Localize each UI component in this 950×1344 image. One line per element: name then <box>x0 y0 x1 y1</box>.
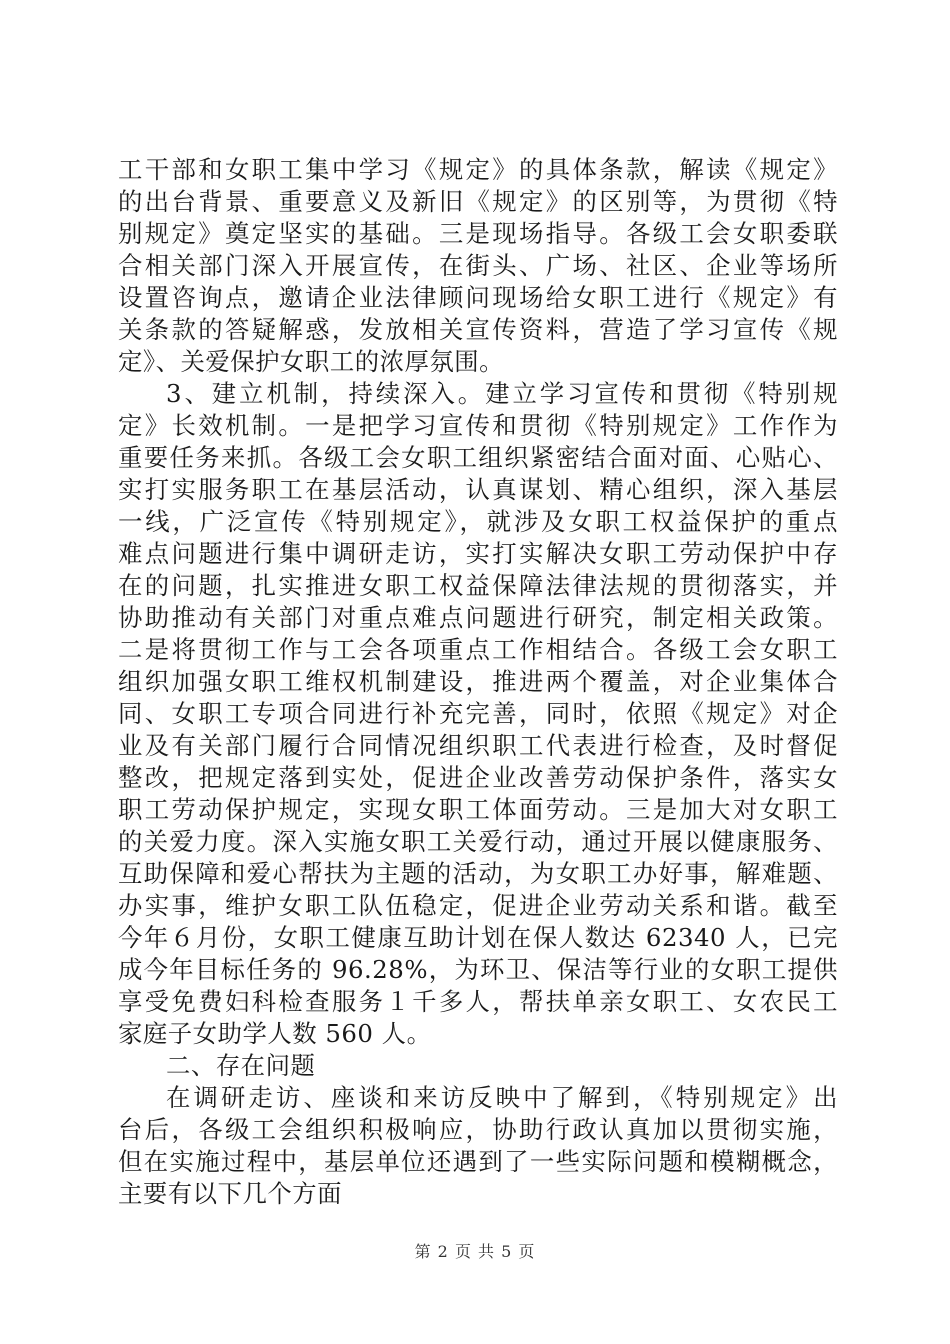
text-line: 工干部和女职工集中学习《规定》的具体条款，解读《规定》 <box>118 155 838 184</box>
text-line: 设置咨询点，邀请企业法律顾问现场给女职工进行《规定》有 <box>118 283 838 312</box>
text-line: 在调研走访、座谈和来访反映中了解到，《特别规定》出 <box>166 1083 838 1112</box>
text-line: 职工劳动保护规定，实现女职工体面劳动。三是加大对女职工 <box>118 795 838 824</box>
text-line: 组织加强女职工维权机制建设，推进两个覆盖，对企业集体合 <box>118 667 838 696</box>
text-line: 成今年目标任务的 96.28%，为环卫、保洁等行业的女职工提供 <box>118 955 838 984</box>
text-line: 重要任务来抓。各级工会女职工组织紧密结合面对面、心贴心、 <box>118 443 838 472</box>
text-line: 3、建立机制，持续深入。建立学习宣传和贯彻《特别规 <box>166 379 838 408</box>
text-line: 协助推动有关部门对重点难点问题进行研究，制定相关政策。 <box>118 603 838 632</box>
text-line: 定》、关爱保护女职工的浓厚氛围。 <box>118 347 505 376</box>
text-line: 难点问题进行集中调研走访，实打实解决女职工劳动保护中存 <box>118 539 838 568</box>
text-line: 关条款的答疑解惑，发放相关宣传资料，营造了学习宣传《规 <box>118 315 838 344</box>
text-line: 定》长效机制。一是把学习宣传和贯彻《特别规定》工作作为 <box>118 411 838 440</box>
text-line: 在的问题，扎实推进女职工权益保障法律法规的贯彻落实，并 <box>118 571 838 600</box>
text-line: 台后，各级工会组织积极响应，协助行政认真加以贯彻实施， <box>118 1115 838 1144</box>
text-line: 但在实施过程中，基层单位还遇到了一些实际问题和模糊概念， <box>118 1147 838 1176</box>
text-line: 同、女职工专项合同进行补充完善，同时，依照《规定》对企 <box>118 699 838 728</box>
text-line: 一线，广泛宣传《特别规定》，就涉及女职工权益保护的重点 <box>118 507 838 536</box>
text-line: 的出台背景、重要意义及新旧《规定》的区别等，为贯彻《特 <box>118 187 838 216</box>
text-line: 互助保障和爱心帮扶为主题的活动，为女职工办好事，解难题、 <box>118 859 838 888</box>
section-heading: 二、存在问题 <box>166 1051 316 1080</box>
text-line: 实打实服务职工在基层活动，认真谋划、精心组织，深入基层 <box>118 475 838 504</box>
text-line: 整改，把规定落到实处，促进企业改善劳动保护条件，落实女 <box>118 763 838 792</box>
page-number: 第 2 页 共 5 页 <box>414 1242 536 1261</box>
text-line: 今年６月份，女职工健康互助计划在保人数达 62340 人，已完 <box>118 923 838 952</box>
text-line: 二是将贯彻工作与工会各项重点工作相结合。各级工会女职工 <box>118 635 838 664</box>
text-line: 业及有关部门履行合同情况组织职工代表进行检查，及时督促 <box>118 731 838 760</box>
text-line: 的关爱力度。深入实施女职工关爱行动，通过开展以健康服务、 <box>118 827 838 856</box>
body-text <box>118 154 838 1210</box>
text-line: 办实事，维护女职工队伍稳定，促进企业劳动关系和谐。截至 <box>118 891 838 920</box>
text-line: 家庭子女助学人数 560 人。 <box>118 1019 432 1048</box>
text-line: 享受免费妇科检查服务１千多人，帮扶单亲女职工、女农民工 <box>118 987 838 1016</box>
text-line: 主要有以下几个方面 <box>118 1179 343 1208</box>
text-line: 合相关部门深入开展宣传，在街头、广场、社区、企业等场所 <box>118 251 838 280</box>
text-line: 别规定》奠定坚实的基础。三是现场指导。各级工会女职委联 <box>118 219 838 248</box>
